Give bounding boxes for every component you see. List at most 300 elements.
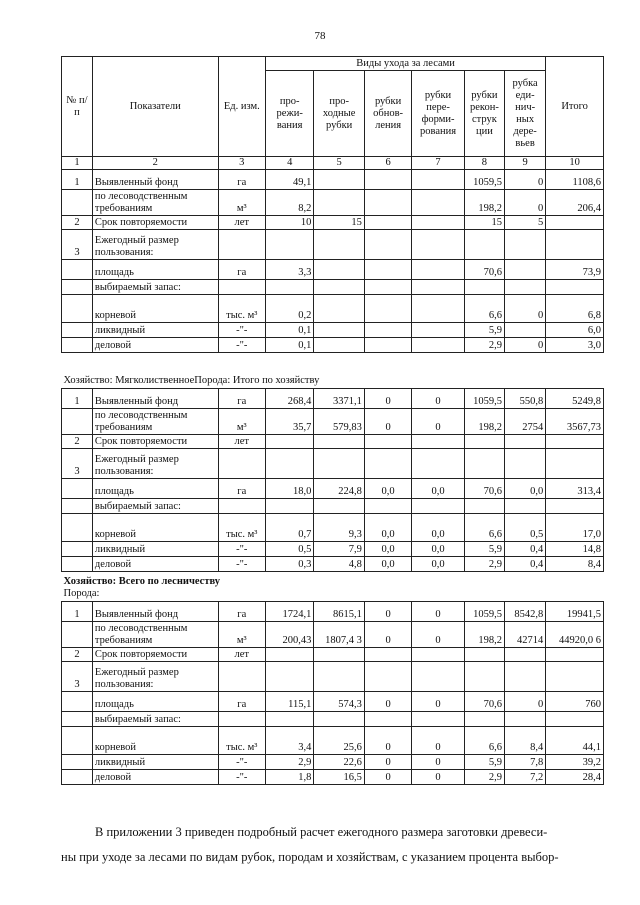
value-cell: 0 (412, 755, 465, 770)
paragraph-line: В приложении 3 приведен подробный расчет ежегодного размера заготовки древеси- (95, 825, 548, 839)
table-row (62, 648, 604, 662)
value-cell (464, 230, 504, 260)
col-header-type: рубка еди-нич-ных дере-вьев (504, 71, 545, 157)
value-cell: 2,9 (464, 770, 504, 785)
unit: м³ (218, 622, 265, 648)
value-cell (265, 648, 313, 662)
value-cell: 0 (412, 409, 465, 435)
value-cell: 8,4 (504, 727, 545, 755)
value-cell (364, 712, 411, 727)
value-cell (265, 435, 313, 449)
total-value: 6,8 (546, 295, 604, 323)
value-cell: 1059,5 (464, 170, 504, 190)
value-cell (412, 323, 465, 338)
value-cell: 7,9 (314, 542, 364, 557)
row-number (62, 499, 93, 514)
row-number: 3 (62, 449, 93, 479)
value-cell (412, 449, 465, 479)
indicator-name: Ежегодный размер пользования: (92, 230, 218, 260)
total-value: 3,0 (546, 338, 604, 353)
total-value (546, 449, 604, 479)
table-row (62, 338, 604, 353)
forest-care-table (61, 56, 604, 785)
value-cell: 42714 (504, 622, 545, 648)
value-cell (314, 280, 364, 295)
value-cell: 198,2 (464, 409, 504, 435)
value-cell (364, 435, 411, 449)
row-number: 1 (62, 389, 93, 409)
paragraph-line: ны при уходе за лесами по видам рубок, породам и хозяйствам, с указанием процента выбор- (61, 850, 559, 864)
value-cell: 224,8 (314, 479, 364, 499)
value-cell: 0,1 (265, 323, 313, 338)
row-number: 1 (62, 170, 93, 190)
value-cell: 2754 (504, 409, 545, 435)
value-cell (504, 280, 545, 295)
value-cell: 3,4 (265, 727, 313, 755)
value-cell (412, 648, 465, 662)
value-cell: 0 (504, 190, 545, 216)
row-number (62, 692, 93, 712)
row-number (62, 712, 93, 727)
value-cell: 0 (364, 622, 411, 648)
unit (218, 449, 265, 479)
value-cell (314, 323, 364, 338)
total-value (546, 662, 604, 692)
col-header-indicator: Показатели (92, 57, 218, 157)
value-cell (364, 190, 411, 216)
indicator-name: Выявленный фонд (92, 389, 218, 409)
value-cell (265, 280, 313, 295)
row-number (62, 542, 93, 557)
indicator-name: Выявленный фонд (92, 170, 218, 190)
total-value: 14,8 (546, 542, 604, 557)
value-cell: 1807,4 3 (314, 622, 364, 648)
value-cell: 70,6 (464, 260, 504, 280)
value-cell: 550,8 (504, 389, 545, 409)
value-cell: 0 (504, 295, 545, 323)
unit: га (218, 260, 265, 280)
row-number: 3 (62, 230, 93, 260)
table-row (62, 260, 604, 280)
value-cell (412, 170, 465, 190)
indicator-name: выбираемый запас: (92, 280, 218, 295)
value-cell: 198,2 (464, 622, 504, 648)
row-number (62, 622, 93, 648)
value-cell (265, 499, 313, 514)
value-cell (412, 662, 465, 692)
value-cell: 0,0 (364, 514, 411, 542)
value-cell (364, 499, 411, 514)
table-row (62, 230, 604, 260)
total-value: 39,2 (546, 755, 604, 770)
value-cell: 0,0 (364, 557, 411, 572)
value-cell (504, 712, 545, 727)
indicator-name: по лесоводственным требованиям (92, 190, 218, 216)
total-value: 760 (546, 692, 604, 712)
value-cell: 1059,5 (464, 602, 504, 622)
value-cell: 1059,5 (464, 389, 504, 409)
table-row (62, 323, 604, 338)
value-cell: 1724,1 (265, 602, 313, 622)
value-cell: 8615,1 (314, 602, 364, 622)
value-cell: 18,0 (265, 479, 313, 499)
value-cell: 70,6 (464, 692, 504, 712)
value-cell: 2,9 (464, 557, 504, 572)
value-cell: 35,7 (265, 409, 313, 435)
value-cell: 0,0 (412, 479, 465, 499)
total-value: 3567,73 (546, 409, 604, 435)
value-cell (265, 662, 313, 692)
row-number (62, 190, 93, 216)
total-value: 313,4 (546, 479, 604, 499)
value-cell (412, 190, 465, 216)
row-number: 2 (62, 435, 93, 449)
value-cell: 0 (412, 622, 465, 648)
value-cell (464, 662, 504, 692)
row-number (62, 260, 93, 280)
indicator-name: Ежегодный размер пользования: (92, 662, 218, 692)
value-cell: 0 (412, 692, 465, 712)
value-cell (364, 170, 411, 190)
unit: лет (218, 216, 265, 230)
table-row (62, 770, 604, 785)
value-cell (364, 295, 411, 323)
value-cell (364, 338, 411, 353)
value-cell: 22,6 (314, 755, 364, 770)
unit: м³ (218, 190, 265, 216)
value-cell: 0,0 (412, 557, 465, 572)
value-cell (314, 338, 364, 353)
value-cell: 0,0 (364, 479, 411, 499)
value-cell: 2,9 (265, 755, 313, 770)
value-cell: 70,6 (464, 479, 504, 499)
total-value (546, 230, 604, 260)
value-cell: 4,8 (314, 557, 364, 572)
unit (218, 662, 265, 692)
table-row (62, 755, 604, 770)
col-header-type: рубки рекон-струк ции (464, 71, 504, 157)
table-row (62, 409, 604, 435)
indicator-name: деловой (92, 557, 218, 572)
value-cell (364, 280, 411, 295)
table-row (62, 170, 604, 190)
row-number (62, 295, 93, 323)
indicator-name: деловой (92, 338, 218, 353)
value-cell (412, 712, 465, 727)
value-cell: 5 (504, 216, 545, 230)
value-cell: 0 (364, 602, 411, 622)
value-cell: 0,0 (364, 542, 411, 557)
value-cell: 7,8 (504, 755, 545, 770)
total-value: 28,4 (546, 770, 604, 785)
unit: га (218, 389, 265, 409)
unit: -"- (218, 770, 265, 785)
value-cell: 0 (364, 692, 411, 712)
indicator-name: корневой (92, 727, 218, 755)
value-cell: 0,0 (412, 514, 465, 542)
value-cell: 0,4 (504, 542, 545, 557)
table-row (62, 514, 604, 542)
unit: -"- (218, 323, 265, 338)
value-cell: 15 (314, 216, 364, 230)
value-cell: 16,5 (314, 770, 364, 785)
table-row (62, 280, 604, 295)
table-row (62, 662, 604, 692)
value-cell: 5,9 (464, 755, 504, 770)
value-cell (314, 190, 364, 216)
indicator-name: Выявленный фонд (92, 602, 218, 622)
unit: лет (218, 648, 265, 662)
row-number: 2 (62, 648, 93, 662)
value-cell (412, 435, 465, 449)
total-value (546, 280, 604, 295)
value-cell: 0,1 (265, 338, 313, 353)
value-cell: 579,83 (314, 409, 364, 435)
indicator-name: площадь (92, 692, 218, 712)
table-row (62, 295, 604, 323)
value-cell (504, 449, 545, 479)
total-value: 6,0 (546, 323, 604, 338)
col-header-type: про-ходные рубки (314, 71, 364, 157)
value-cell (464, 648, 504, 662)
value-cell: 0 (504, 692, 545, 712)
column-index: 7 (412, 157, 465, 170)
unit: м³ (218, 409, 265, 435)
value-cell: 0 (364, 770, 411, 785)
value-cell: 0,7 (265, 514, 313, 542)
value-cell (314, 499, 364, 514)
total-value (546, 712, 604, 727)
value-cell (412, 280, 465, 295)
table-row (62, 692, 604, 712)
indicator-name: выбираемый запас: (92, 712, 218, 727)
value-cell: 0,4 (504, 557, 545, 572)
value-cell: 200,43 (265, 622, 313, 648)
value-cell (314, 295, 364, 323)
unit (218, 280, 265, 295)
value-cell (265, 449, 313, 479)
value-cell: 8,2 (265, 190, 313, 216)
table-row (62, 557, 604, 572)
value-cell: 9,3 (314, 514, 364, 542)
value-cell: 198,2 (464, 190, 504, 216)
unit (218, 230, 265, 260)
total-value: 19941,5 (546, 602, 604, 622)
value-cell (364, 216, 411, 230)
total-value (546, 648, 604, 662)
row-number (62, 755, 93, 770)
table-row (62, 190, 604, 216)
column-index: 6 (364, 157, 411, 170)
section-heading-row (62, 572, 604, 602)
row-number (62, 409, 93, 435)
row-number (62, 514, 93, 542)
row-number: 2 (62, 216, 93, 230)
column-index: 1 (62, 157, 93, 170)
section-heading (62, 572, 604, 602)
row-number (62, 479, 93, 499)
value-cell (464, 712, 504, 727)
col-header-unit: Ед. изм. (218, 57, 265, 157)
total-value: 8,4 (546, 557, 604, 572)
value-cell (364, 323, 411, 338)
value-cell (504, 499, 545, 514)
value-cell: 5,9 (464, 323, 504, 338)
col-group-header: Виды ухода за лесами (265, 57, 545, 71)
table-row (62, 216, 604, 230)
unit: -"- (218, 542, 265, 557)
value-cell (314, 260, 364, 280)
unit: лет (218, 435, 265, 449)
section-heading (62, 353, 604, 389)
indicator-name: деловой (92, 770, 218, 785)
value-cell: 49,1 (265, 170, 313, 190)
value-cell (314, 170, 364, 190)
table-row (62, 499, 604, 514)
value-cell: 115,1 (265, 692, 313, 712)
value-cell (504, 260, 545, 280)
table-row (62, 622, 604, 648)
total-value: 73,9 (546, 260, 604, 280)
column-index: 2 (92, 157, 218, 170)
unit: тыс. м³ (218, 295, 265, 323)
column-index: 10 (546, 157, 604, 170)
row-number (62, 338, 93, 353)
value-cell: 0 (364, 755, 411, 770)
unit: тыс. м³ (218, 727, 265, 755)
value-cell (464, 435, 504, 449)
row-number (62, 727, 93, 755)
value-cell: 0 (364, 727, 411, 755)
page-number: 78 (314, 30, 326, 42)
table-row (62, 435, 604, 449)
value-cell (504, 323, 545, 338)
total-value: 44,1 (546, 727, 604, 755)
unit: -"- (218, 338, 265, 353)
section-subtitle: Порода: (63, 588, 100, 599)
value-cell: 0 (412, 727, 465, 755)
table-row (62, 389, 604, 409)
value-cell (464, 449, 504, 479)
value-cell (265, 712, 313, 727)
value-cell: 5,9 (464, 542, 504, 557)
value-cell: 268,4 (265, 389, 313, 409)
value-cell: 0,5 (265, 542, 313, 557)
value-cell: 0 (412, 602, 465, 622)
value-cell: 1,8 (265, 770, 313, 785)
value-cell: 8542,8 (504, 602, 545, 622)
unit: тыс. м³ (218, 514, 265, 542)
indicator-name: выбираемый запас: (92, 499, 218, 514)
value-cell (412, 260, 465, 280)
section-title: Хозяйство: Всего по лесничеству (63, 576, 221, 587)
value-cell: 10 (265, 216, 313, 230)
table-row (62, 712, 604, 727)
indicator-name: площадь (92, 479, 218, 499)
table-row (62, 727, 604, 755)
value-cell (504, 648, 545, 662)
value-cell: 6,6 (464, 727, 504, 755)
value-cell (364, 648, 411, 662)
body-paragraph (61, 820, 604, 870)
total-value: 1108,6 (546, 170, 604, 190)
col-header-type: рубки пере-форми-рования (412, 71, 465, 157)
value-cell: 0 (412, 389, 465, 409)
indicator-name: Срок повторяемости (92, 435, 218, 449)
table-row (62, 479, 604, 499)
column-index: 5 (314, 157, 364, 170)
section-title: Хозяйство: МягколиственноеПорода: Итого по хозяйству (63, 375, 320, 386)
value-cell (504, 435, 545, 449)
value-cell (464, 280, 504, 295)
value-cell (314, 662, 364, 692)
table-row (62, 449, 604, 479)
value-cell: 0,0 (504, 479, 545, 499)
table-row (62, 602, 604, 622)
value-cell (314, 648, 364, 662)
column-index-row (62, 157, 604, 170)
table-row (62, 542, 604, 557)
value-cell (265, 230, 313, 260)
value-cell (412, 338, 465, 353)
indicator-name: по лесоводственным требованиям (92, 409, 218, 435)
value-cell (314, 449, 364, 479)
col-header-total: Итого (546, 57, 604, 157)
indicator-name: Ежегодный размер пользования: (92, 449, 218, 479)
value-cell (504, 230, 545, 260)
value-cell (314, 712, 364, 727)
value-cell (314, 230, 364, 260)
unit: га (218, 170, 265, 190)
total-value (546, 216, 604, 230)
value-cell: 0 (504, 170, 545, 190)
unit: -"- (218, 557, 265, 572)
value-cell: 0,2 (265, 295, 313, 323)
value-cell: 0,5 (504, 514, 545, 542)
value-cell (412, 216, 465, 230)
indicator-name: по лесоводственным требованиям (92, 622, 218, 648)
value-cell (364, 449, 411, 479)
value-cell: 6,6 (464, 295, 504, 323)
indicator-name: ликвидный (92, 542, 218, 557)
value-cell: 7,2 (504, 770, 545, 785)
value-cell: 0,3 (265, 557, 313, 572)
unit (218, 712, 265, 727)
value-cell: 0 (364, 409, 411, 435)
col-header-type: рубки обнов-ления (364, 71, 411, 157)
unit (218, 499, 265, 514)
unit: га (218, 692, 265, 712)
value-cell: 2,9 (464, 338, 504, 353)
value-cell (504, 662, 545, 692)
unit: га (218, 479, 265, 499)
row-number: 3 (62, 662, 93, 692)
row-number (62, 323, 93, 338)
section-heading-row (62, 353, 604, 389)
col-header-type: про-режи-вания (265, 71, 313, 157)
row-number (62, 280, 93, 295)
indicator-name: Срок повторяемости (92, 216, 218, 230)
total-value: 44920,0 6 (546, 622, 604, 648)
value-cell: 0 (412, 770, 465, 785)
column-index: 4 (265, 157, 313, 170)
value-cell (412, 499, 465, 514)
value-cell (412, 230, 465, 260)
column-index: 9 (504, 157, 545, 170)
total-value: 17,0 (546, 514, 604, 542)
value-cell: 15 (464, 216, 504, 230)
value-cell: 574,3 (314, 692, 364, 712)
